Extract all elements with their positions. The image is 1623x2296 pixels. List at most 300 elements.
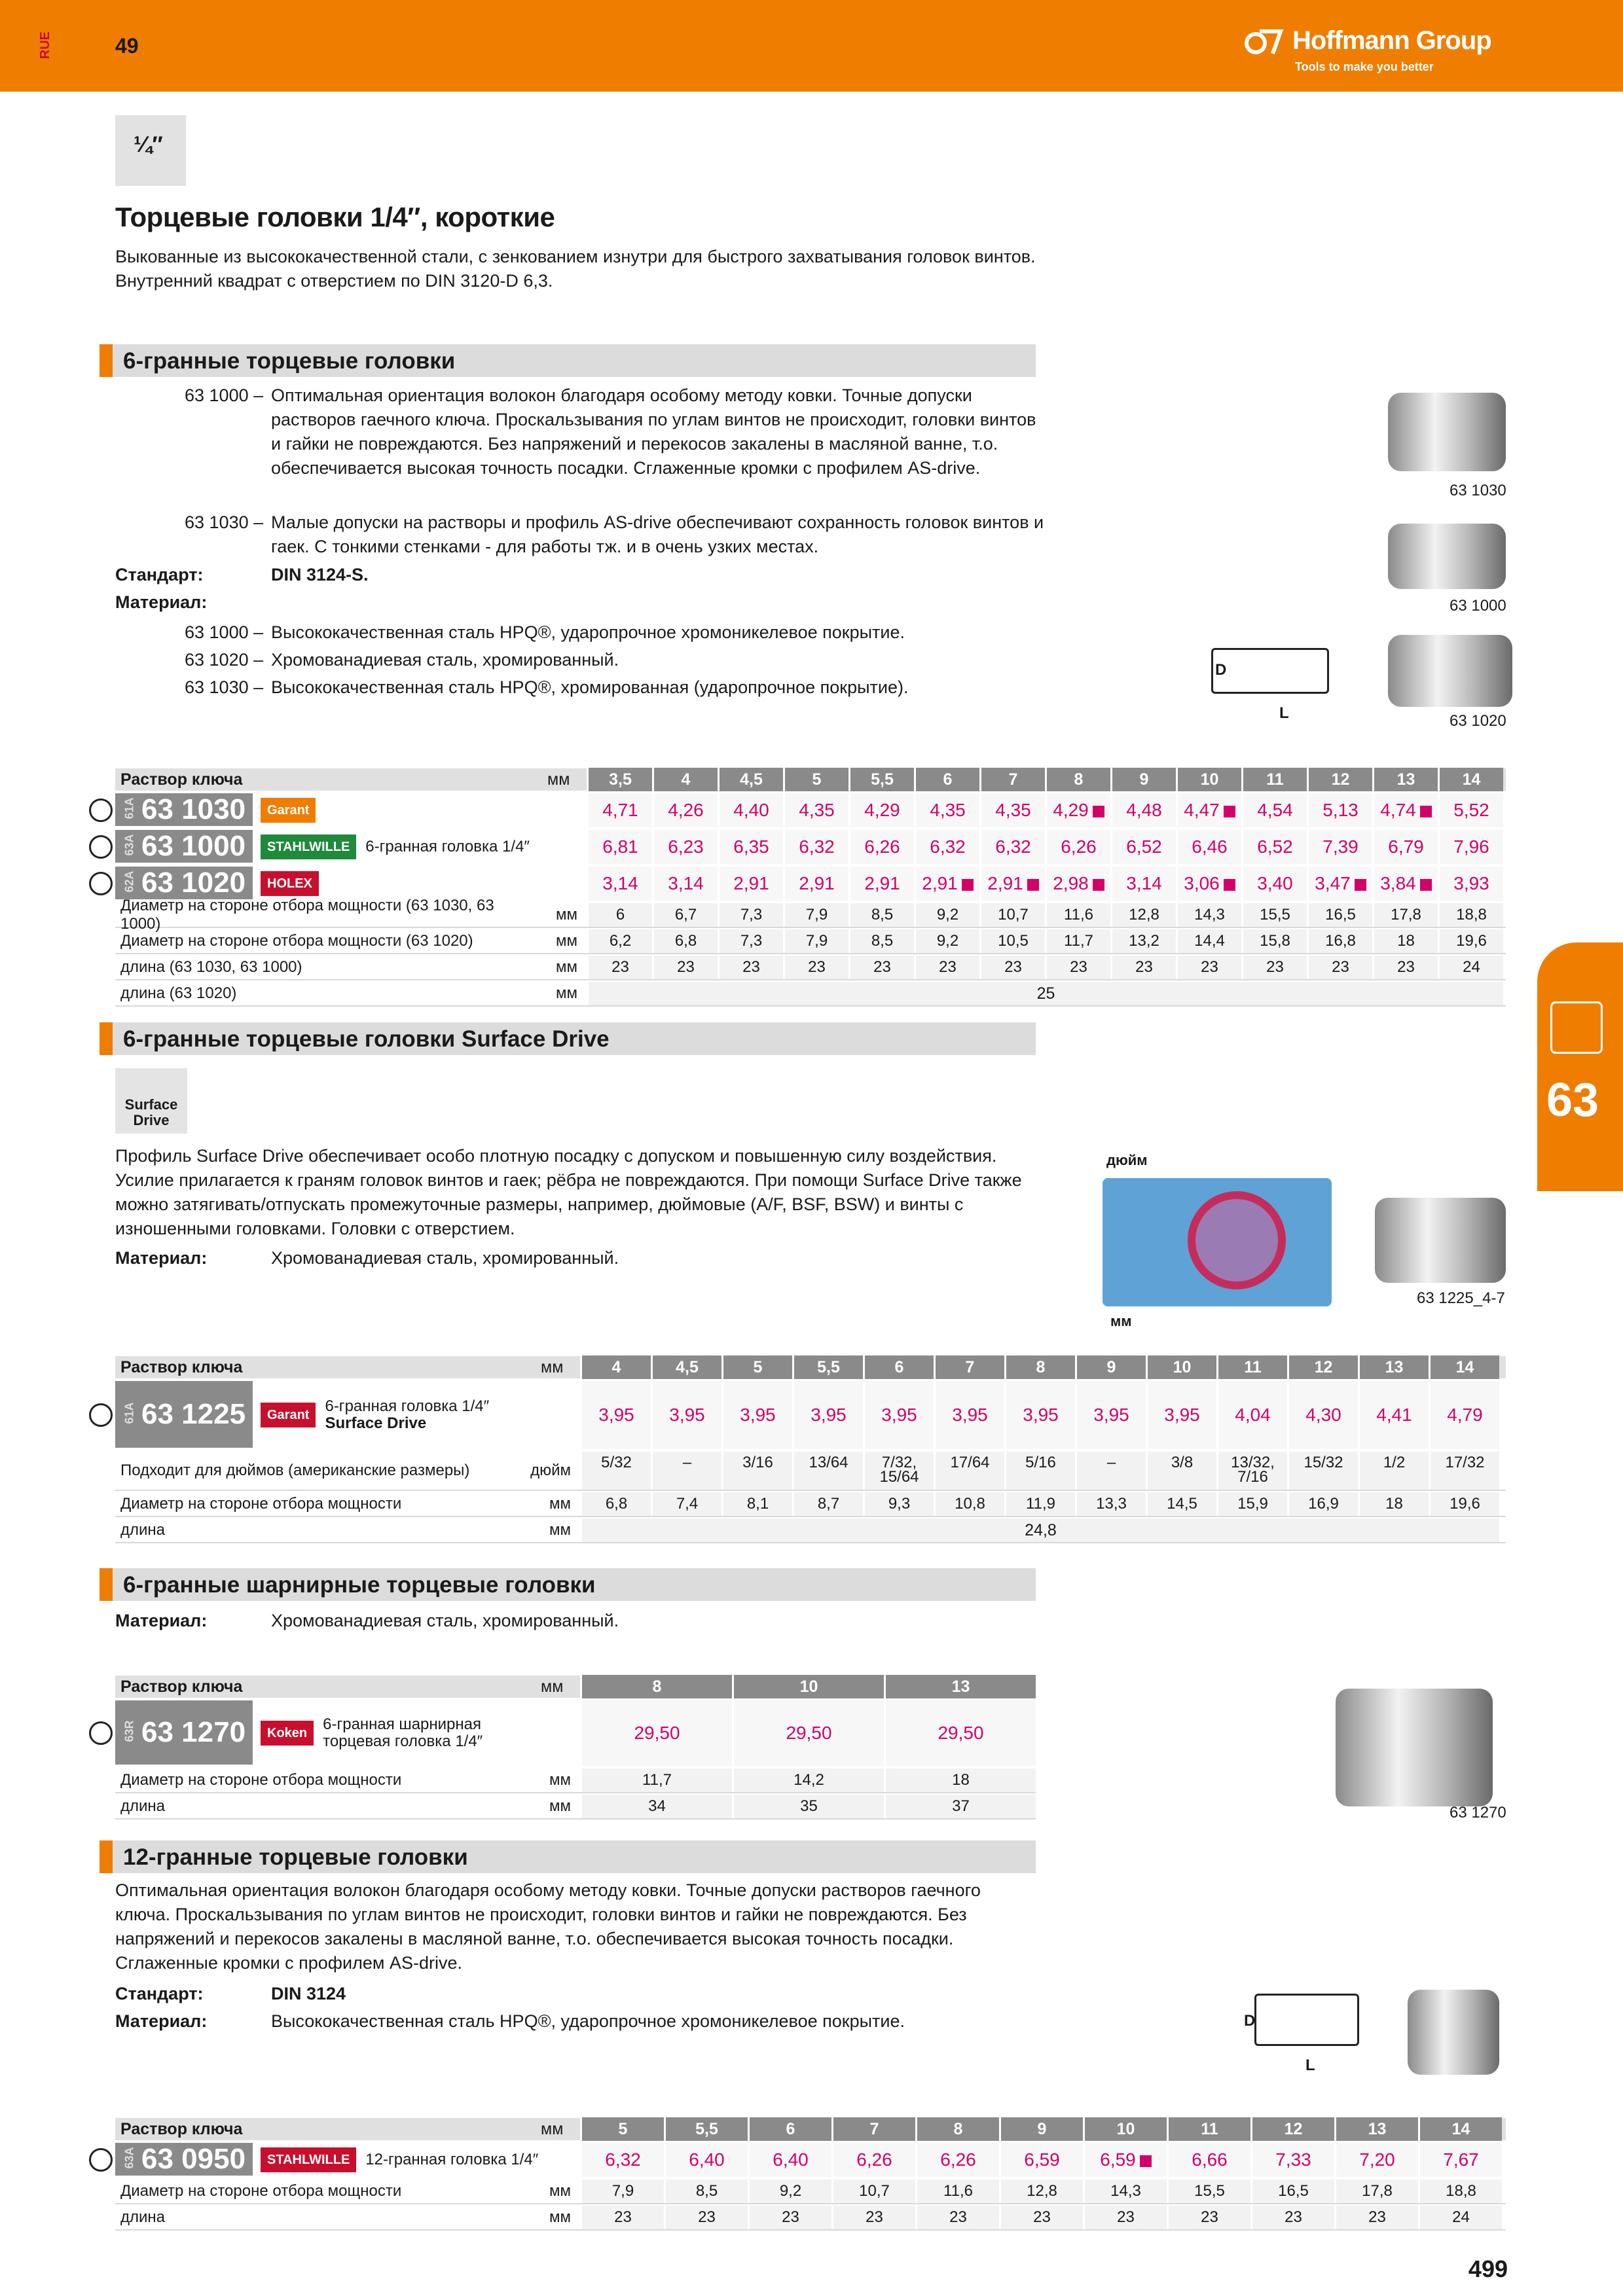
image-caption: 63 1000 bbox=[1450, 597, 1506, 615]
product-image bbox=[1388, 393, 1506, 471]
spec-cell: 23 bbox=[1167, 2206, 1250, 2229]
price-cell[interactable] bbox=[1216, 1381, 1287, 1449]
price-value: 3,14 bbox=[668, 873, 704, 893]
article-code bbox=[115, 867, 253, 901]
price-value: 2,98 bbox=[1053, 873, 1089, 893]
article-row[interactable] bbox=[115, 1381, 1506, 1449]
spec-row bbox=[115, 1768, 1036, 1793]
price-value: 3,95 bbox=[598, 1405, 634, 1425]
spec-unit: мм bbox=[556, 984, 577, 1002]
size-header-cell: 5,5 bbox=[848, 768, 914, 791]
brand-logo: Garant bbox=[261, 1403, 316, 1427]
spec-cell: 5/16 bbox=[1004, 1452, 1075, 1490]
chapter-number: 63 bbox=[1546, 1074, 1599, 1126]
spec-cell: 18,8 bbox=[1418, 2179, 1502, 2203]
price-cell[interactable] bbox=[1250, 2143, 1334, 2177]
spec-cell: 37 bbox=[884, 1795, 1036, 1818]
size-header-cell: 5,5 bbox=[792, 1355, 863, 1379]
price-value: 3,95 bbox=[669, 1405, 705, 1425]
material-label: Материал: bbox=[115, 592, 208, 612]
price-value: 2,91 bbox=[987, 873, 1023, 893]
spec-cell: 23 bbox=[1110, 956, 1176, 979]
small-page-number: 49 bbox=[115, 34, 139, 58]
price-value: 4,26 bbox=[668, 800, 704, 820]
spec-cell: 24 bbox=[1438, 956, 1503, 979]
price-cell[interactable] bbox=[1307, 793, 1372, 827]
description-text: Surface Drive bbox=[325, 1414, 427, 1432]
spec-cell: 24,8 bbox=[580, 1518, 1499, 1542]
spec-cell: 24 bbox=[1418, 2206, 1502, 2229]
spec-cells bbox=[580, 1452, 1499, 1490]
spec-cell: 12,8 bbox=[1110, 903, 1176, 927]
price-cell[interactable] bbox=[1438, 793, 1503, 827]
size-header-cell: 9 bbox=[1075, 1355, 1146, 1379]
price-cell[interactable] bbox=[652, 793, 718, 827]
price-value: 7,33 bbox=[1275, 2149, 1311, 2170]
price-cell[interactable] bbox=[1372, 830, 1438, 864]
spec-cell: 6,2 bbox=[587, 929, 652, 953]
price-cell[interactable] bbox=[1372, 793, 1438, 827]
spec-cell: 10,7 bbox=[979, 903, 1045, 927]
spec-cell: 14,2 bbox=[732, 1768, 884, 1792]
price-cell[interactable] bbox=[783, 867, 848, 901]
table-header-row bbox=[115, 768, 1506, 792]
size-header-cell: 14 bbox=[1429, 1355, 1499, 1379]
spec-cell: 18,8 bbox=[1438, 903, 1503, 927]
article-row[interactable] bbox=[115, 867, 1506, 901]
price-cell[interactable] bbox=[718, 793, 783, 827]
price-value: 7,96 bbox=[1453, 836, 1489, 857]
article-row[interactable] bbox=[115, 793, 1506, 827]
price-cell[interactable] bbox=[914, 830, 979, 864]
size-header-cell: 9 bbox=[1110, 768, 1176, 791]
image-caption: 63 1225_4-7 bbox=[1417, 1289, 1505, 1307]
chapter-tab[interactable] bbox=[1537, 942, 1623, 1191]
size-header-cell: 10 bbox=[1146, 1355, 1216, 1379]
spec-cell: 23 bbox=[664, 2206, 748, 2229]
price-cell[interactable] bbox=[915, 2143, 999, 2177]
size-badge: ¼″ bbox=[115, 115, 186, 186]
spec-cells bbox=[580, 1768, 1036, 1792]
price-cell[interactable] bbox=[1045, 793, 1110, 827]
price-cell[interactable] bbox=[732, 1700, 884, 1766]
material-value: Хромованадиевая сталь, хромированный. bbox=[271, 1611, 619, 1630]
spec-cell: 10,7 bbox=[831, 2179, 915, 2203]
material-text: Высококачественная сталь HPQ®, хромированная (ударопрочное покрытие). bbox=[271, 677, 909, 697]
size-header-cell: 8 bbox=[580, 1675, 732, 1698]
select-checkbox[interactable] bbox=[89, 872, 113, 895]
price-cell[interactable] bbox=[1004, 1381, 1075, 1449]
price-cell[interactable] bbox=[580, 1381, 651, 1449]
size-header-cell: 5 bbox=[721, 1355, 792, 1379]
price-cells bbox=[587, 867, 1503, 901]
spec-cell: 8,7 bbox=[792, 1492, 863, 1516]
price-value: 3,40 bbox=[1257, 873, 1293, 893]
price-cell[interactable] bbox=[1176, 830, 1241, 864]
spec-row bbox=[115, 982, 1506, 1007]
spec-cell: 10,5 bbox=[979, 929, 1045, 953]
price-cell[interactable] bbox=[1372, 867, 1438, 901]
price-cell[interactable] bbox=[580, 1700, 732, 1766]
spec-cells bbox=[587, 903, 1503, 927]
material-text: Высококачественная сталь HPQ®, ударопрочное хромоникелевое покрытие. bbox=[271, 622, 905, 642]
standard-label: Стандарт: bbox=[115, 565, 204, 584]
spec-cell: 17,8 bbox=[1334, 2179, 1418, 2203]
new-price-marker-icon bbox=[1420, 879, 1432, 891]
spec-cell: – bbox=[651, 1452, 721, 1490]
size-cells bbox=[587, 768, 1503, 791]
price-value: 6,26 bbox=[864, 836, 900, 857]
price-value: 6,66 bbox=[1192, 2149, 1228, 2170]
price-cell[interactable] bbox=[783, 793, 848, 827]
price-value: 6,79 bbox=[1388, 836, 1424, 857]
price-cell[interactable] bbox=[587, 867, 652, 901]
price-cell[interactable] bbox=[831, 2143, 915, 2177]
price-cell[interactable] bbox=[1075, 1381, 1146, 1449]
spec-cells bbox=[580, 1492, 1499, 1516]
price-cell[interactable] bbox=[718, 830, 783, 864]
price-value: 7,20 bbox=[1359, 2149, 1395, 2170]
material-value: Высококачественная сталь HPQ®, ударопрочное хромоникелевое покрытие. bbox=[271, 2011, 905, 2031]
select-checkbox[interactable] bbox=[89, 2148, 113, 2172]
product-image bbox=[1388, 635, 1512, 707]
spec-cell: 9,2 bbox=[914, 903, 979, 927]
price-value: 4,35 bbox=[799, 800, 835, 820]
spec-cells bbox=[580, 2179, 1502, 2203]
price-cell[interactable] bbox=[1241, 793, 1307, 827]
size-header-cell: 10 bbox=[1083, 2117, 1167, 2141]
spec-unit: мм bbox=[556, 932, 577, 950]
spec-cell: 14,4 bbox=[1176, 929, 1241, 953]
spec-name: длина bbox=[120, 2208, 166, 2226]
price-cell[interactable] bbox=[1110, 830, 1176, 864]
price-cell[interactable] bbox=[914, 867, 979, 901]
price-cell[interactable] bbox=[1307, 830, 1372, 864]
article-code bbox=[115, 2143, 253, 2177]
spec-cell: 17/64 bbox=[934, 1452, 1004, 1490]
price-value: 6,81 bbox=[602, 836, 638, 857]
product-description: Малые допуски на растворы и профиль AS-drive обеспечивают сохранность головок винтов и гаек. С тонкими стенками - для работы тж. и в очень узких местах. bbox=[271, 512, 1044, 556]
size-header-cell: 7 bbox=[831, 2117, 915, 2141]
price-value: 3,95 bbox=[811, 1405, 847, 1425]
price-cell[interactable] bbox=[1146, 1381, 1216, 1449]
price-cell[interactable] bbox=[651, 1381, 721, 1449]
spec-unit: мм bbox=[549, 1521, 571, 1539]
spec-cell: 35 bbox=[732, 1795, 884, 1818]
spec-unit: мм bbox=[549, 1797, 571, 1815]
spec-cells bbox=[587, 956, 1503, 979]
article-code bbox=[115, 830, 253, 864]
description-text: 6-гранная головка 1/4″ bbox=[325, 1397, 490, 1415]
price-cell[interactable] bbox=[1334, 2143, 1418, 2177]
price-cell[interactable] bbox=[1438, 830, 1503, 864]
price-value: 6,32 bbox=[995, 836, 1031, 857]
price-cell[interactable] bbox=[848, 830, 914, 864]
price-value: 6,26 bbox=[1061, 836, 1097, 857]
price-value: 6,23 bbox=[668, 836, 704, 857]
new-price-marker-icon bbox=[1140, 2155, 1152, 2167]
price-value: 4,79 bbox=[1447, 1405, 1483, 1425]
size-header-cell: 10 bbox=[1176, 768, 1241, 791]
dimension-d-label: D bbox=[1215, 661, 1227, 679]
price-cell[interactable] bbox=[1358, 1381, 1429, 1449]
price-value: 3,47 bbox=[1315, 873, 1351, 893]
price-cell[interactable] bbox=[914, 793, 979, 827]
article-description bbox=[356, 2151, 546, 2168]
brand-logo bbox=[1244, 26, 1491, 73]
dimension-drawing bbox=[1211, 648, 1329, 694]
spec-cell: 6 bbox=[587, 903, 652, 927]
spec-cell: 8,5 bbox=[848, 903, 914, 927]
spec-cell: 23 bbox=[1250, 2206, 1334, 2229]
spec-cells bbox=[587, 982, 1503, 1005]
price-value: 6,32 bbox=[605, 2149, 641, 2170]
article-side-code: 63A bbox=[122, 833, 136, 855]
price-value: 6,52 bbox=[1257, 836, 1293, 857]
article-row[interactable] bbox=[115, 1700, 1036, 1766]
spec-cell: 34 bbox=[580, 1795, 732, 1818]
spec-cell: 7,3 bbox=[718, 929, 783, 953]
size-header-cell: 11 bbox=[1167, 2117, 1250, 2141]
new-price-marker-icon bbox=[1224, 806, 1235, 817]
spec-cell: 19,6 bbox=[1429, 1492, 1499, 1516]
section-title: 6-гранные шарнирные торцевые головки bbox=[100, 1568, 1036, 1601]
brand-tagline: Tools to make you better bbox=[1295, 60, 1434, 73]
price-cell[interactable] bbox=[1110, 793, 1176, 827]
spec-cell: 14,3 bbox=[1176, 903, 1241, 927]
article-side-code: 61A bbox=[122, 797, 136, 819]
new-price-marker-icon bbox=[1420, 806, 1432, 817]
price-cell[interactable] bbox=[979, 867, 1045, 901]
price-cell[interactable] bbox=[884, 1700, 1036, 1766]
article-side-code: 63R bbox=[122, 1719, 136, 1742]
price-value: 4,35 bbox=[930, 800, 966, 820]
standard-value: DIN 3124 bbox=[271, 1984, 346, 2003]
spec-cells bbox=[587, 929, 1503, 953]
price-value: 4,71 bbox=[602, 800, 638, 820]
price-value: 6,46 bbox=[1192, 836, 1228, 857]
article-row[interactable] bbox=[115, 830, 1506, 864]
select-checkbox[interactable] bbox=[89, 798, 113, 822]
spec-cell: 12,8 bbox=[999, 2179, 1083, 2203]
price-cell[interactable] bbox=[792, 1381, 863, 1449]
standard-value: DIN 3124-S. bbox=[271, 565, 369, 584]
image-caption: 63 1020 bbox=[1450, 712, 1506, 730]
brand-logo: HOLEX bbox=[261, 871, 319, 896]
new-price-marker-icon bbox=[1093, 879, 1104, 891]
spec-row bbox=[115, 897, 1506, 933]
price-cell[interactable] bbox=[664, 2143, 748, 2177]
spec-cell: 8,5 bbox=[848, 929, 914, 953]
price-cell[interactable] bbox=[718, 867, 783, 901]
price-cell[interactable] bbox=[1045, 867, 1110, 901]
article-code bbox=[115, 793, 253, 827]
price-cell[interactable] bbox=[587, 793, 652, 827]
price-cell[interactable] bbox=[1083, 2143, 1167, 2177]
spec-row bbox=[115, 1492, 1506, 1517]
price-cell[interactable] bbox=[783, 830, 848, 864]
price-cell[interactable] bbox=[1241, 867, 1307, 901]
price-cell[interactable] bbox=[1307, 867, 1372, 901]
spec-cell: 23 bbox=[915, 2206, 999, 2229]
spec-cell: 13/32, 7/16 bbox=[1216, 1452, 1287, 1490]
article-description bbox=[356, 838, 553, 855]
spec-cells bbox=[580, 1518, 1499, 1542]
price-cell[interactable] bbox=[848, 867, 914, 901]
price-value: 7,39 bbox=[1322, 836, 1359, 857]
spec-name: Диаметр на стороне отбора мощности (63 1020) bbox=[120, 932, 473, 950]
surface-drive-diagram bbox=[1103, 1178, 1332, 1306]
header-unit: мм bbox=[541, 1357, 564, 1376]
price-cell[interactable] bbox=[652, 830, 718, 864]
material-code: 63 1030 – bbox=[185, 677, 264, 697]
price-cell[interactable] bbox=[1418, 2143, 1502, 2177]
product-image bbox=[1408, 1990, 1499, 2075]
price-cell[interactable] bbox=[721, 1381, 792, 1449]
size-header-cell: 7 bbox=[934, 1355, 1004, 1379]
spec-cell: 23 bbox=[1307, 956, 1372, 979]
price-cell[interactable] bbox=[748, 2143, 831, 2177]
spec-unit: мм bbox=[549, 1771, 571, 1789]
spec-cell: 23 bbox=[979, 956, 1045, 979]
spec-cell: 7,3 bbox=[718, 903, 783, 927]
price-cell[interactable] bbox=[1110, 867, 1176, 901]
spec-cell: 11,7 bbox=[580, 1768, 732, 1792]
hoffmann-logo-icon bbox=[1244, 26, 1286, 56]
new-price-marker-icon bbox=[1224, 879, 1235, 891]
spec-cell: 11,6 bbox=[915, 2179, 999, 2203]
price-cell[interactable] bbox=[1438, 867, 1503, 901]
price-value: 6,40 bbox=[773, 2149, 809, 2170]
price-cell[interactable] bbox=[979, 793, 1045, 827]
size-header-cell: 12 bbox=[1250, 2117, 1334, 2141]
price-value: 4,47 bbox=[1184, 800, 1220, 820]
article-row[interactable] bbox=[115, 2143, 1506, 2177]
spec-name: Диаметр на стороне отбора мощности (63 1030, 63 1000) bbox=[120, 897, 494, 933]
price-value: 6,32 bbox=[799, 836, 835, 857]
spec-cell: 16,8 bbox=[1307, 929, 1372, 953]
price-cell[interactable] bbox=[999, 2143, 1083, 2177]
size-cells bbox=[580, 1675, 1036, 1698]
spec-name: Диаметр на стороне отбора мощности bbox=[120, 1771, 402, 1789]
price-cell[interactable] bbox=[863, 1381, 934, 1449]
price-cell[interactable] bbox=[848, 793, 914, 827]
price-cell[interactable] bbox=[1287, 1381, 1358, 1449]
header-label: Раствор ключа bbox=[120, 1357, 243, 1376]
spec-cell: 6,8 bbox=[580, 1492, 651, 1516]
select-checkbox[interactable] bbox=[89, 835, 113, 859]
spec-cell: 19,6 bbox=[1438, 929, 1503, 953]
price-value: 3,84 bbox=[1380, 873, 1416, 893]
spec-cell: 23 bbox=[914, 956, 979, 979]
article-side-code: 61A bbox=[122, 1401, 136, 1424]
spec-cell: 17/32 bbox=[1429, 1452, 1499, 1490]
spec-unit: мм bbox=[556, 906, 577, 924]
description-text: 6-гранная шарнирная торцевая головка 1/4″ bbox=[323, 1715, 483, 1750]
description-text: 12-гранная головка 1/4″ bbox=[365, 2151, 539, 2168]
spec-cell: 25 bbox=[587, 982, 1503, 1005]
product-image bbox=[1336, 1689, 1493, 1806]
dimension-l-label: L bbox=[1305, 2056, 1315, 2074]
size-cells bbox=[580, 1355, 1499, 1379]
price-cell[interactable] bbox=[934, 1381, 1004, 1449]
price-value: 4,29 bbox=[864, 800, 900, 820]
price-value: 2,91 bbox=[922, 873, 958, 893]
spec-cell: 23 bbox=[1334, 2206, 1418, 2229]
price-value: 2,91 bbox=[864, 873, 900, 893]
dimension-drawing bbox=[1254, 1994, 1359, 2046]
header-label: Раствор ключа bbox=[120, 1677, 243, 1696]
price-cells bbox=[580, 1381, 1499, 1449]
spec-cell: 6,8 bbox=[652, 929, 718, 953]
size-header-cell: 5,5 bbox=[664, 2117, 748, 2141]
new-price-marker-icon bbox=[1027, 879, 1039, 891]
price-cells bbox=[587, 830, 1503, 864]
new-price-marker-icon bbox=[1093, 806, 1104, 817]
product-image bbox=[1388, 524, 1506, 589]
language-code: RUE bbox=[38, 31, 52, 60]
select-checkbox[interactable] bbox=[89, 1403, 113, 1427]
spec-unit: мм bbox=[549, 2208, 571, 2226]
price-cell[interactable] bbox=[1176, 867, 1241, 901]
product-code: 63 1000 – bbox=[185, 386, 264, 405]
product-description: Оптимальная ориентация волокон благодаря особому методу ковки. Точные допуски растворов гаечного ключа. Проскальзывания по углам винтов не происходит, головки винтов и гайки не повреждаются. Без напряжений и перекосов закалены в масляной ванне, т.о. обеспечивается высокая точность посадки. Сглаженные кромки с профилем AS-drive. bbox=[271, 386, 1036, 478]
size-header-cell: 3,5 bbox=[587, 768, 652, 791]
price-cell[interactable] bbox=[979, 830, 1045, 864]
article-number: 63 1270 bbox=[141, 1716, 246, 1748]
price-cell[interactable] bbox=[1176, 793, 1241, 827]
price-value: 3,95 bbox=[881, 1405, 917, 1425]
spec-cell: 5/32 bbox=[580, 1452, 651, 1490]
price-cell[interactable] bbox=[580, 2143, 664, 2177]
product-code: 63 1030 – bbox=[185, 512, 264, 532]
article-description bbox=[314, 1716, 503, 1750]
price-value: 4,04 bbox=[1235, 1405, 1271, 1425]
article-description bbox=[316, 1398, 505, 1432]
size-header-cell: 8 bbox=[1045, 768, 1110, 791]
price-cell[interactable] bbox=[1167, 2143, 1250, 2177]
size-header-cell: 13 bbox=[1358, 1355, 1429, 1379]
spec-row bbox=[115, 1795, 1036, 1820]
size-header-cell: 9 bbox=[999, 2117, 1083, 2141]
price-value: 6,26 bbox=[856, 2149, 892, 2170]
price-cell[interactable] bbox=[1241, 830, 1307, 864]
spec-cell: 3/16 bbox=[721, 1452, 792, 1490]
price-value: 6,26 bbox=[940, 2149, 976, 2170]
price-value: 4,41 bbox=[1376, 1405, 1412, 1425]
spec-name: длина bbox=[120, 1797, 166, 1815]
spec-cell: 11,9 bbox=[1004, 1492, 1075, 1516]
price-value: 3,06 bbox=[1184, 873, 1220, 893]
spec-unit: дюйм bbox=[530, 1462, 571, 1479]
price-cell[interactable] bbox=[1429, 1381, 1499, 1449]
table-header-row bbox=[115, 1676, 1036, 1699]
spec-name: длина (63 1030, 63 1000) bbox=[120, 958, 302, 976]
spec-cell: 23 bbox=[652, 956, 718, 979]
price-cell[interactable] bbox=[1045, 830, 1110, 864]
article-side-code: 63A bbox=[122, 2146, 136, 2168]
spec-cells bbox=[580, 2206, 1502, 2229]
price-cell[interactable] bbox=[587, 830, 652, 864]
spec-name: Подходит для дюймов (американские размеры) bbox=[120, 1462, 470, 1479]
price-value: 6,59 bbox=[1100, 2149, 1136, 2170]
select-checkbox[interactable] bbox=[89, 1721, 113, 1745]
price-cell[interactable] bbox=[652, 867, 718, 901]
dimension-l-label: L bbox=[1279, 704, 1289, 722]
price-value: 5,52 bbox=[1453, 800, 1489, 820]
spec-cell: 13,2 bbox=[1110, 929, 1176, 953]
spec-cell: 18 bbox=[1358, 1492, 1429, 1516]
